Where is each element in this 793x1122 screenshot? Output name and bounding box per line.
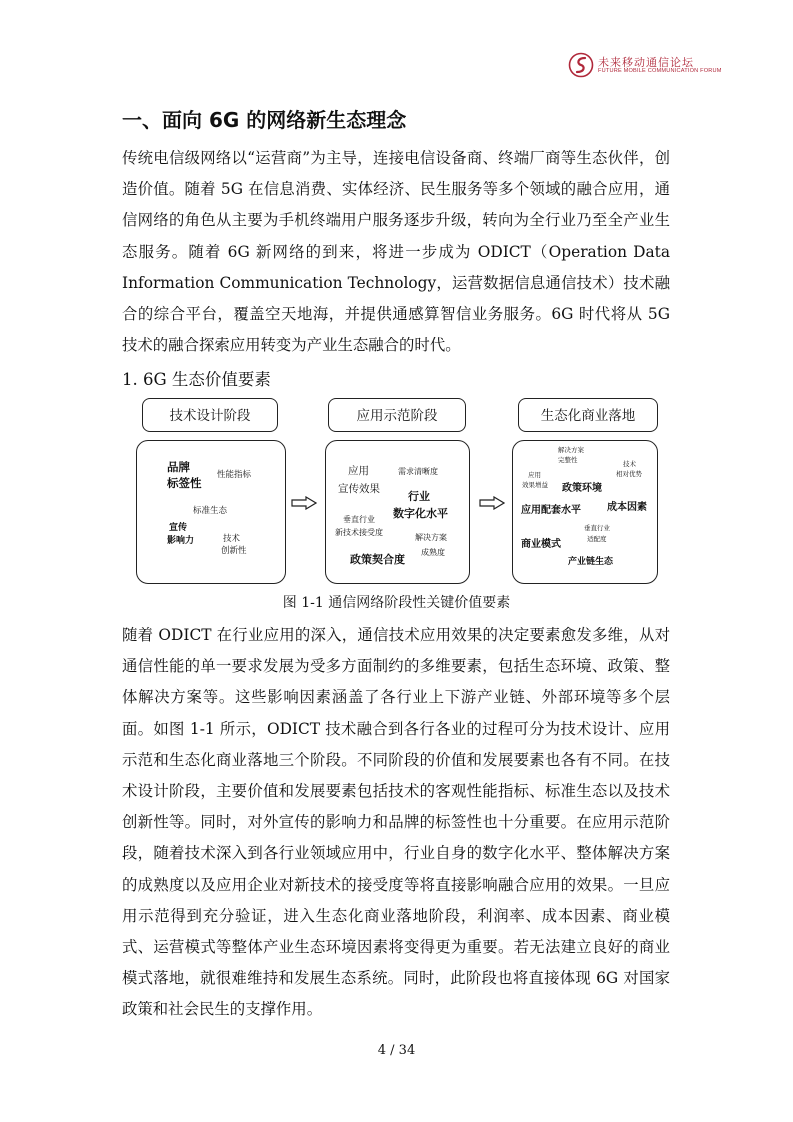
term-application: 应用 [348, 465, 369, 477]
term-technology: 技术 [623, 460, 636, 468]
stage-box-tech-design [136, 440, 286, 584]
term-technology: 技术 [223, 534, 241, 544]
paragraph-intro: 传统电信级网络以“运营商”为主导，连接电信设备商、终端厂商等生态伙伴，创造价值。随着 5G 在信息消费、实体经济、民生服务等多个领域的融合应用，通信网络的角色从主要为手机终端用户服务逐步升级，转向为全行业乃至全产业生态服务。随着 6G 新网络的到来，将进一步成为 ODICT（Operation Data Information Communication Technology，运营数据信息通信技术）技术融合的综合平台，覆盖空天地海，并提供通感算智信业务服务。6G 时代将从 5G 技术的融合探索应用转变为产业生态融合的时代。 [122, 149, 670, 355]
term-maturity: 成熟度 [421, 548, 445, 557]
term-tech-acceptance: 新技术接受度 [335, 528, 383, 537]
term-industry-chain: 产业链生态 [568, 557, 614, 567]
term-publicity-effect: 宣传效果 [338, 483, 380, 495]
term-solution: 解决方案 [558, 446, 584, 454]
arrow-right-icon [291, 496, 317, 510]
term-application: 应用 [528, 471, 541, 479]
term-digitalization-level: 数字化水平 [393, 507, 448, 520]
term-demand-clarity: 需求清晰度 [398, 467, 438, 476]
subsection-title: 1. 6G 生态价值要素 [122, 370, 271, 389]
term-brand: 品牌 [167, 460, 190, 474]
stage-box-commercial-landing [512, 440, 658, 584]
value-elements-figure [136, 398, 658, 584]
page-number: 4 / 34 [377, 1043, 416, 1058]
term-solution: 解决方案 [415, 533, 447, 542]
logo-english-name: FUTURE MOBILE COMMUNICATION FORUM [598, 68, 722, 74]
term-influence: 影响力 [167, 536, 195, 546]
term-performance: 性能指标 [217, 470, 252, 480]
term-completeness: 完整性 [558, 456, 578, 464]
term-policy-fit: 政策契合度 [350, 553, 405, 566]
stage-box-application-demo [325, 440, 470, 584]
stage-title-tech-design: 技术设计阶段 [142, 398, 278, 432]
section-title: 一、面向 6G 的网络新生态理念 [122, 108, 407, 132]
term-policy-environment: 政策环境 [562, 483, 602, 494]
term-fit-degree: 适配度 [587, 535, 607, 543]
term-vertical-industry: 垂直行业 [584, 524, 610, 532]
term-supporting-level: 应用配套水平 [521, 505, 581, 516]
term-standard-ecosystem: 标准生态 [193, 506, 228, 516]
term-innovation: 创新性 [221, 546, 247, 556]
arrow-right-icon [479, 496, 505, 510]
term-labeling: 标签性 [167, 476, 202, 490]
figure-caption: 图 1-1 通信网络阶段性关键价值要素 [282, 595, 511, 611]
forum-logo [568, 52, 722, 82]
term-vertical-industry: 垂直行业 [343, 515, 375, 524]
term-effect-gain: 效果增益 [522, 481, 548, 489]
term-industry: 行业 [408, 490, 430, 503]
term-publicity: 宣传 [169, 523, 188, 533]
paragraph-analysis: 随着 ODICT 在行业应用的深入，通信技术应用效果的决定要素愈发多维，从对通信性能的单一要求发展为受多方面制约的多维要素，包括生态环境、政策、整体解决方案等。这些影响因素涵盖了各行业上下游产业链、外部环境等多个层面。如图 1-1 所示，ODICT 技术融合到各行各业的过程可分为技术设计、应用示范和生态化商业落地三个阶段。不同阶段的价值和发展要素也各有不同。在技术设计阶段，主要价值和发展要素包括技术的客观性能指标、标准生态以及技术创新性等。同时，对外宣传的影响力和品牌的标签性也十分重要。在应用示范阶段，随着技术深入到各行业领域应用中，行业自身的数字化水平、整体解决方案的成熟度以及应用企业对新技术的接受度等将直接影响融合应用的效果。一旦应用示范得到充分验证，进入生态化商业落地阶段，利润率、成本因素、商业模式、运营模式等整体产业生态环境因素将变得更为重要。若无法建立良好的商业模式落地，就很难维持和发展生态系统。同时，此阶段也将直接体现 6G 对国家政策和社会民生的支撑作用。 [122, 626, 670, 1019]
stage-title-application-demo: 应用示范阶段 [328, 398, 466, 432]
logo-chinese-name: 未来移动通信论坛 [598, 56, 694, 69]
forum-logo-icon [568, 52, 594, 78]
term-cost-factor: 成本因素 [607, 502, 647, 513]
stage-title-commercial-landing: 生态化商业落地 [518, 398, 658, 432]
term-business-model: 商业模式 [521, 539, 561, 550]
term-relative-advantage: 相对优势 [616, 470, 642, 478]
